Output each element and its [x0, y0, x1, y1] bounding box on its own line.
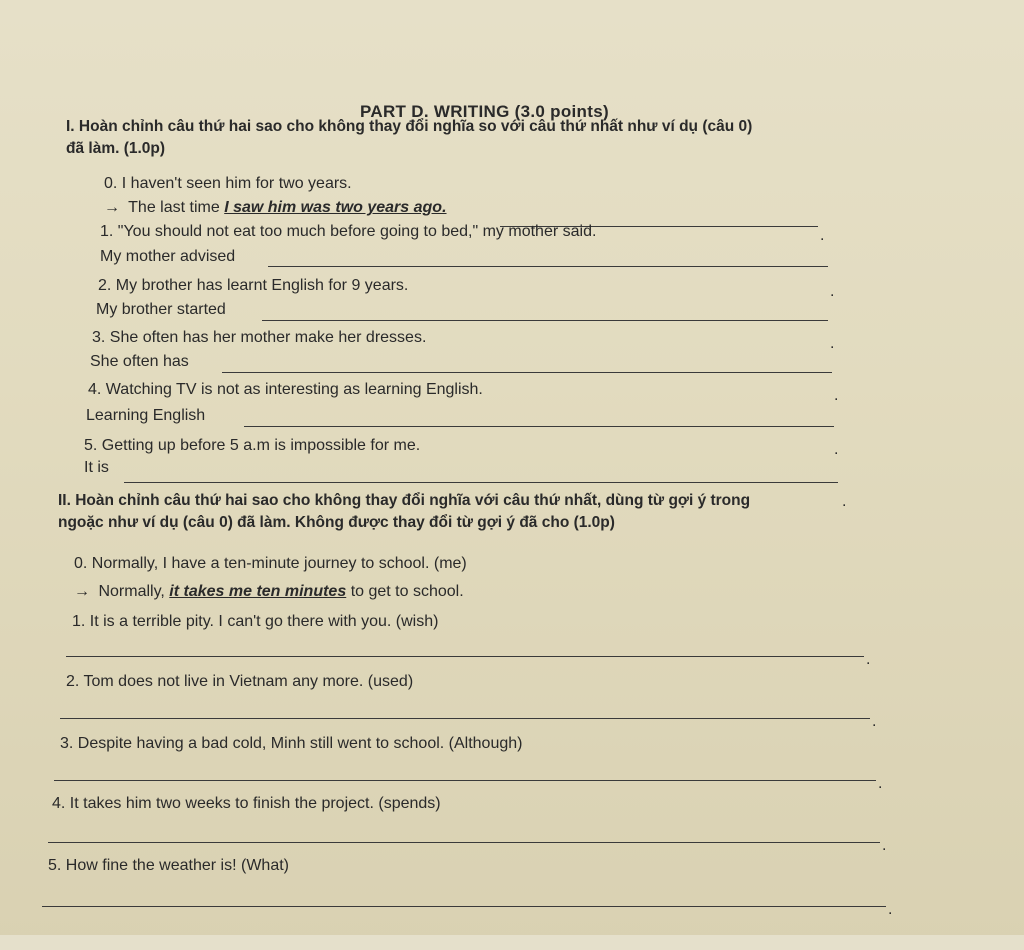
section2-answer-line-3[interactable]	[54, 780, 876, 781]
page-bottom-edge	[0, 935, 1024, 950]
example-answer-prefix: The last time	[128, 199, 220, 216]
section2-heading-line1: II. Hoàn chỉnh câu thứ hai sao cho không thay đổi nghĩa với câu thứ nhất, dùng từ gợi ý trong	[58, 492, 751, 509]
period: .	[834, 387, 839, 404]
period: .	[878, 775, 883, 792]
section2-q5: 5. How fine the weather is! (What)	[48, 857, 289, 874]
section1-heading	[66, 116, 752, 160]
section2-example-question: 0. Normally, I have a ten-minute journey to school. (me)	[74, 555, 467, 572]
section1-q4: 4. Watching TV is not as interesting as learning English.	[88, 381, 483, 398]
period: .	[872, 713, 877, 730]
example-answer-text: I saw him was two years ago.	[224, 199, 447, 216]
section2-answer-line-5[interactable]	[42, 906, 886, 907]
period: .	[888, 901, 893, 918]
page-title: PART D. WRITING (3.0 points)	[360, 102, 609, 121]
section1-prompt3: She often has	[90, 353, 189, 370]
section1-example-answer	[104, 198, 447, 218]
section2-q4: 4. It takes him two weeks to finish the project. (spends)	[52, 795, 441, 812]
section2-heading-line2: ngoặc như ví dụ (câu 0) đã làm. Không được thay đổi từ gợi ý đã cho (1.0p)	[58, 514, 615, 531]
section2-q3: 3. Despite having a bad cold, Minh still went to school. (Although)	[60, 735, 523, 752]
section1-q1: 1. "You should not eat too much before going to bed," my mother said.	[100, 223, 597, 240]
section1-example-question: 0. I haven't seen him for two years.	[104, 175, 352, 192]
section1-heading-line1: I. Hoàn chỉnh câu thứ hai sao cho không thay đổi nghĩa so với câu thứ nhất như ví dụ (câu 0)	[66, 118, 753, 135]
section2-example-answer	[74, 582, 464, 602]
period: .	[834, 441, 839, 458]
example2-answer-suffix: to get to school.	[350, 583, 464, 600]
arrow-icon: →	[104, 199, 120, 216]
section1-q3: 3. She often has her mother make her dresses.	[92, 329, 427, 346]
section2-q2: 2. Tom does not live in Vietnam any more. (used)	[66, 673, 414, 690]
section1-prompt5: It is	[84, 459, 109, 476]
example2-answer-text: it takes me ten minutes	[169, 583, 347, 600]
answer-line-5[interactable]	[124, 482, 838, 483]
section1-q5: 5. Getting up before 5 a.m is impossible for me.	[84, 437, 421, 454]
section1-heading-line2: đã làm. (1.0p)	[66, 140, 166, 157]
period: .	[830, 335, 835, 352]
section2-answer-line-1[interactable]	[66, 656, 864, 657]
answer-line-4[interactable]	[244, 426, 834, 427]
section2-answer-line-2[interactable]	[60, 718, 870, 719]
section2-answer-line-4[interactable]	[48, 842, 880, 843]
section2-q1: 1. It is a terrible pity. I can't go there with you. (wish)	[72, 613, 439, 630]
period: .	[842, 493, 847, 510]
section1-prompt4: Learning English	[86, 407, 206, 424]
period: .	[820, 227, 825, 244]
example2-answer-prefix: Normally,	[98, 583, 165, 600]
period: .	[830, 283, 835, 300]
answer-line-3[interactable]	[222, 372, 832, 373]
period: .	[866, 651, 871, 668]
answer-line-2[interactable]	[262, 320, 828, 321]
section1-prompt2: My brother started	[96, 301, 226, 318]
section1-q2: 2. My brother has learnt English for 9 years.	[98, 277, 409, 294]
period: .	[882, 837, 887, 854]
arrow-icon: →	[74, 583, 90, 600]
section2-heading	[58, 490, 750, 534]
section1-prompt1: My mother advised	[100, 248, 236, 265]
answer-line-1[interactable]	[268, 266, 828, 267]
